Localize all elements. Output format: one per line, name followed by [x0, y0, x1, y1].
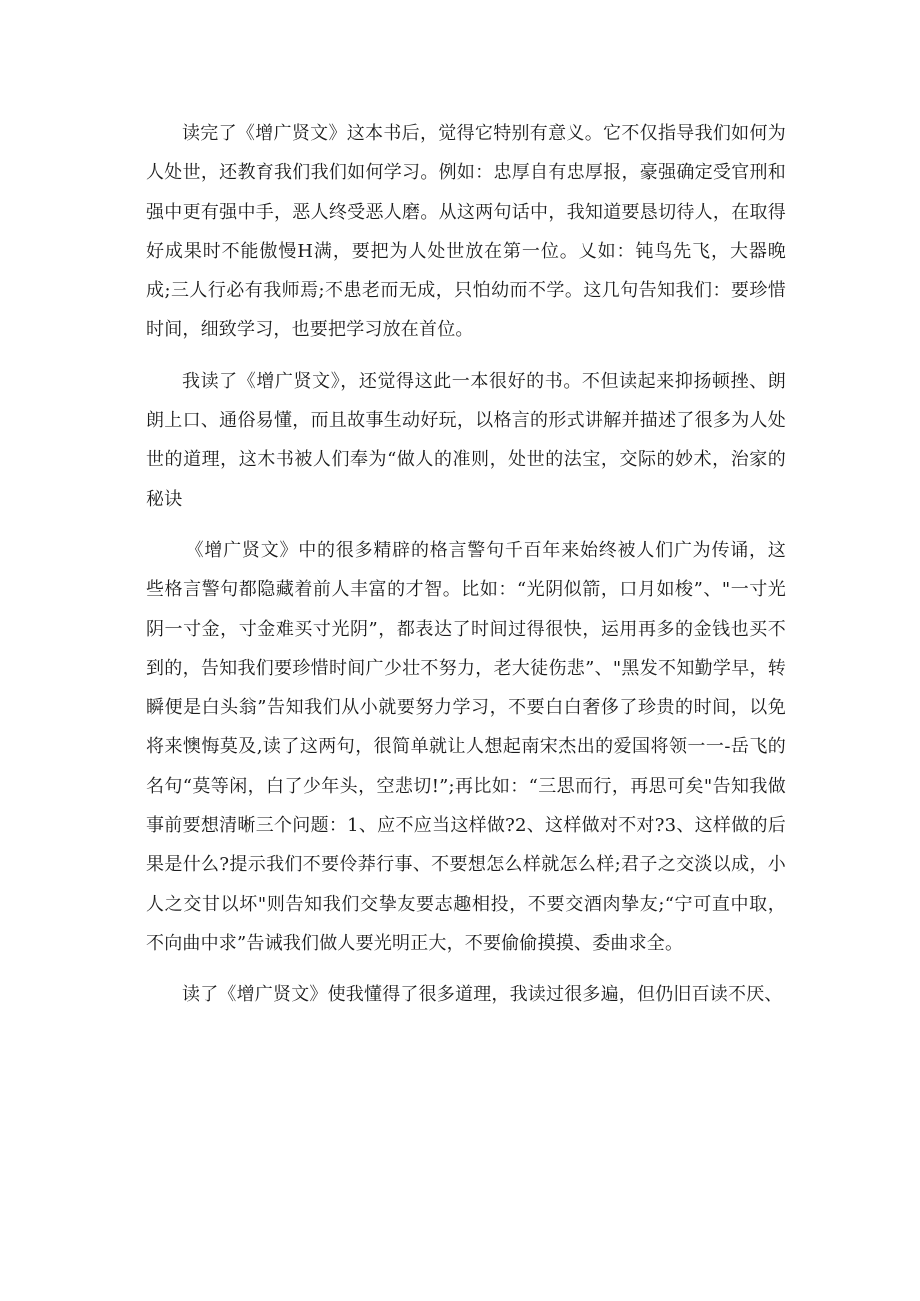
paragraph-3: 《增广贤文》中的很多精辟的格言警句千百年来始终被人们广为传诵，这些格言警句都隐藏着前人丰富的才智。比如：“光阴似箭，口月如梭”、"一寸光阴一寸金，寸金难买寸光阴”，都表达了时间过得很快，运用再多的金钱也买不到的，告知我们要珍惜时间广少壮不努力，老大徒伤悲”、"黑发不知勤学早，转瞬便是白头翁”告知我们从小就要努力学习，不要白白奢侈了珍贵的时间，以免将来懊悔莫及,读了这两句，很简单就让人想起南宋杰出的爱国将领一一-岳飞的名句“莫等闲，白了少年头，空悲切!”;再比如：“三思而行，再思可矣"告知我做事前要想清晰三个问题：1、应不应当这样做?2、这样做对不对?3、这样做的后果是什么?提示我们不要伶莽行事、不要想怎么样就怎么样;君子之交淡以成，小人之交甘以坏"则告知我们交挚友要志趣相投，不要交酒肉挚友;“宁可直中取，不向曲中求”告诫我们做人要光明正大，不要偷偷摸摸、委曲求全。 [146, 539, 786, 954]
document-body [146, 114, 786, 1015]
paragraph-1: 读完了《增广贤文》这本书后，觉得它特别有意义。它不仅指导我们如何为人处世，还教育我们我们如何学习。例如：忠厚自有忠厚报，豪强确定受官刑和强中更有强中手，恶人终受恶人磨。从这两句话中，我知道要恳切待人，在取得好成果时不能傲慢H满，要把为人处世放在第一位。乂如：钝鸟先飞，大器晚成;三人行必有我师焉;不患老而无成，只怕幼而不学。这几句告知我们：要珍惜时间，细致学习，也要把学习放在首位。 [146, 123, 786, 341]
paragraph-4: 读了《增广贤文》使我懂得了很多道理，我读过很多遍，但仍旧百读不厌、 [182, 984, 783, 1006]
paragraph-2: 我读了《增广贤文》，还觉得这此一本很好的书。不但读起来抑扬顿挫、朗朗上口、通俗易懂，而且故事生动好玩，以格言的形式讲解并描述了很多为人处世的道理，这木书被人们奉为“做人的准则，处世的法宝，交际的妙术，治家的秘诀 [146, 370, 786, 510]
